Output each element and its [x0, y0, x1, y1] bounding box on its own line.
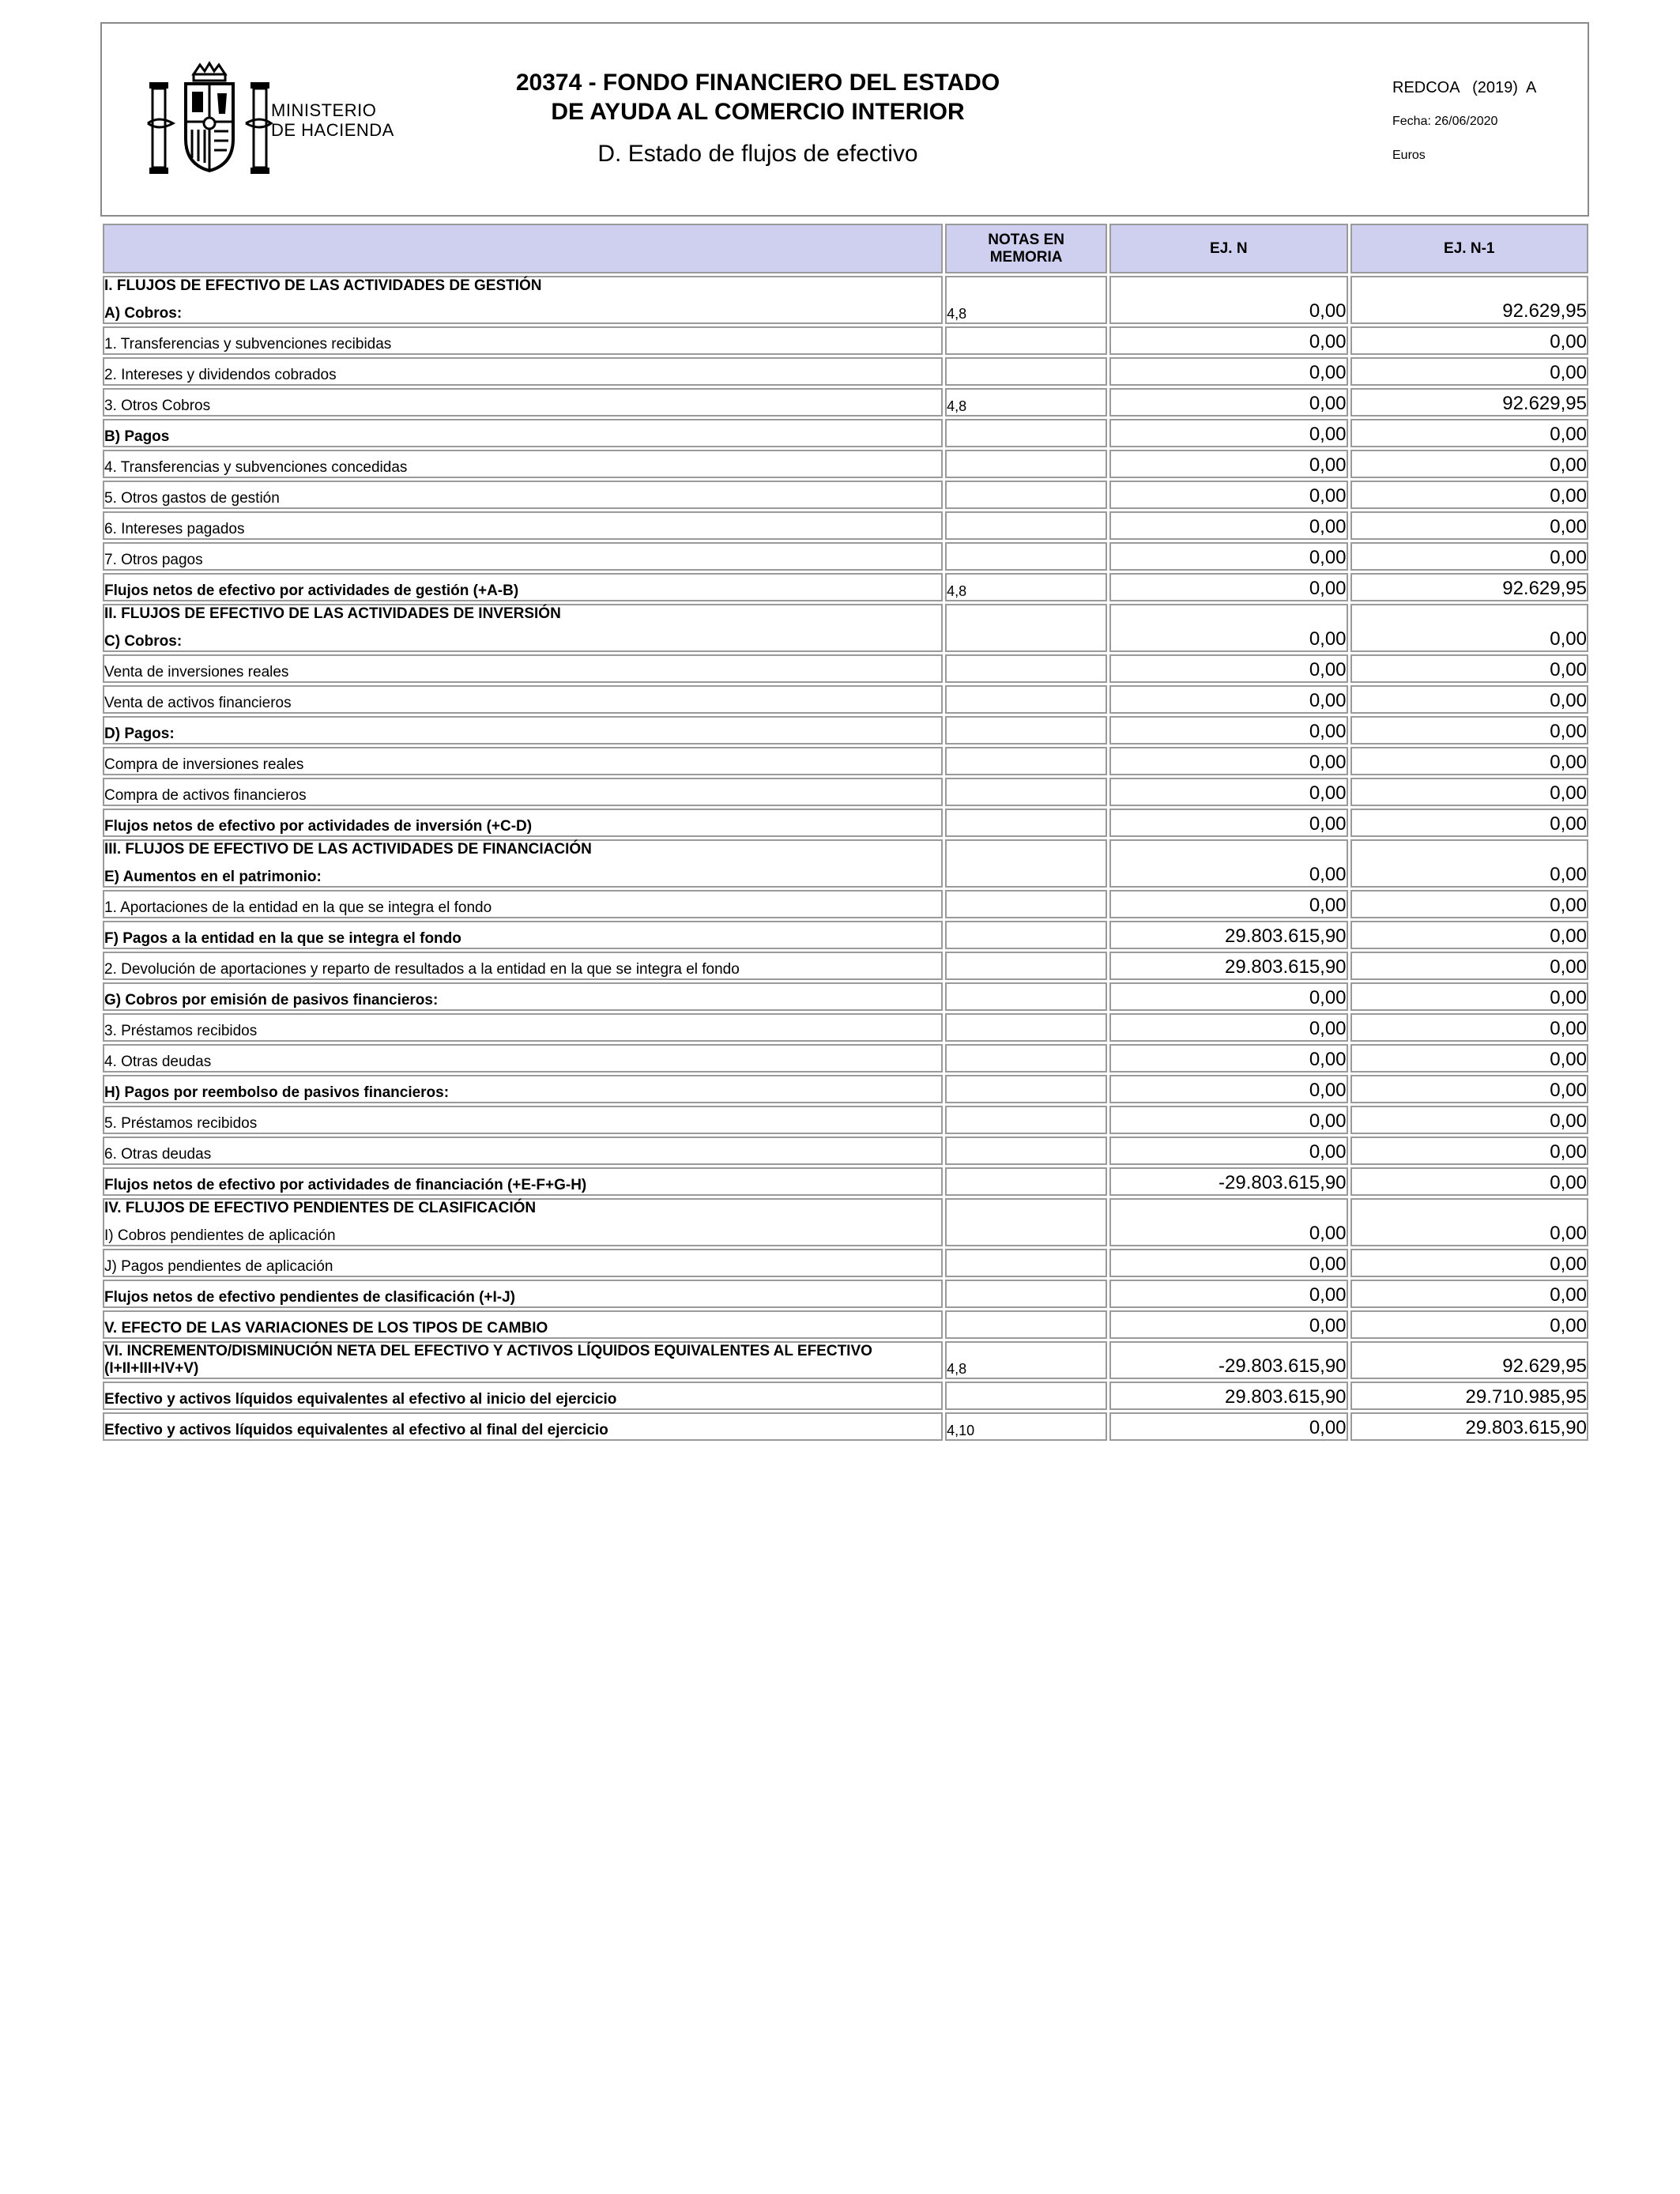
table-row — [103, 839, 1588, 888]
notes-cell — [945, 982, 1107, 1011]
row-label-cell — [103, 326, 943, 355]
row-label: D) Pagos: — [104, 726, 175, 742]
table-row — [103, 747, 1588, 775]
notes-cell — [945, 419, 1107, 447]
value-year-n1: 0,00 — [1350, 747, 1588, 775]
row-label: F) Pagos a la entidad en la que se integra el fondo — [104, 930, 461, 947]
value-year-n1: 92.629,95 — [1350, 388, 1588, 417]
currency-label: Euros — [1392, 149, 1426, 162]
section-heading: III. FLUJOS DE EFECTIVO DE LAS ACTIVIDADES DE FINANCIACIÓN — [104, 841, 592, 858]
table-row — [103, 511, 1588, 540]
row-label-cell — [103, 357, 943, 386]
table-row — [103, 890, 1588, 918]
table-row — [103, 921, 1588, 949]
table-row — [103, 573, 1588, 601]
row-label: 6. Otras deudas — [104, 1146, 212, 1163]
table-row — [103, 952, 1588, 980]
value-year-n: 29.803.615,90 — [1109, 1382, 1347, 1410]
notes-cell — [945, 1198, 1107, 1246]
row-label: VI. INCREMENTO/DISMINUCIÓN NETA DEL EFECTIVO Y ACTIVOS LÍQUIDOS EQUIVALENTES AL EFECTIVO (I+II+III+IV+V) — [104, 1343, 872, 1377]
notes-cell — [945, 685, 1107, 714]
row-label-cell — [103, 685, 943, 714]
notes-cell — [945, 952, 1107, 980]
notes-cell — [945, 1013, 1107, 1042]
section-heading: I. FLUJOS DE EFECTIVO DE LAS ACTIVIDADES DE GESTIÓN — [104, 277, 542, 294]
value-year-n1: 0,00 — [1350, 809, 1588, 837]
row-label: 4. Transferencias y subvenciones concedidas — [104, 459, 408, 476]
value-year-n: 0,00 — [1109, 1412, 1347, 1441]
row-label: Flujos netos de efectivo por actividades de gestión (+A-B) — [104, 582, 519, 599]
row-label: 5. Préstamos recibidos — [104, 1115, 258, 1132]
value-year-n1: 0,00 — [1350, 542, 1588, 571]
row-label: Compra de activos financieros — [104, 787, 307, 804]
value-year-n1: 0,00 — [1350, 326, 1588, 355]
value-year-n: 0,00 — [1109, 654, 1347, 683]
row-label-cell — [103, 839, 943, 888]
notes-cell — [945, 1106, 1107, 1134]
value-year-n1: 0,00 — [1350, 450, 1588, 478]
row-label: Flujos netos de efectivo por actividades de inversión (+C-D) — [104, 818, 533, 835]
table-row — [103, 1249, 1588, 1277]
value-year-n: 29.803.615,90 — [1109, 952, 1347, 980]
notes-cell — [945, 604, 1107, 652]
value-year-n1: 92.629,95 — [1350, 573, 1588, 601]
row-label: G) Cobros por emisión de pasivos financieros: — [104, 992, 439, 1008]
ministry-name — [271, 100, 394, 140]
value-year-n: 0,00 — [1109, 419, 1347, 447]
row-label-cell — [103, 890, 943, 918]
table-row — [103, 778, 1588, 806]
row-label: A) Cobros: — [104, 305, 183, 322]
row-label: 5. Otros gastos de gestión — [104, 490, 280, 507]
row-label-cell — [103, 419, 943, 447]
value-year-n1: 0,00 — [1350, 1137, 1588, 1165]
table-row — [103, 481, 1588, 509]
value-year-n: 0,00 — [1109, 1137, 1347, 1165]
value-year-n: 0,00 — [1109, 1013, 1347, 1042]
value-year-n1: 0,00 — [1350, 1106, 1588, 1134]
value-year-n: 0,00 — [1109, 1310, 1347, 1339]
row-label-cell — [103, 276, 943, 324]
row-label-cell — [103, 1249, 943, 1277]
value-year-n1: 92.629,95 — [1350, 276, 1588, 324]
value-year-n: 0,00 — [1109, 1075, 1347, 1103]
value-year-n: 0,00 — [1109, 388, 1347, 417]
value-year-n1: 0,00 — [1350, 952, 1588, 980]
row-label: I) Cobros pendientes de aplicación — [104, 1227, 336, 1244]
row-label: J) Pagos pendientes de aplicación — [104, 1258, 333, 1275]
value-year-n: 0,00 — [1109, 604, 1347, 652]
value-year-n: 0,00 — [1109, 481, 1347, 509]
row-label-cell — [103, 1167, 943, 1196]
value-year-n1: 0,00 — [1350, 1310, 1588, 1339]
table-body — [103, 276, 1588, 1441]
value-year-n1: 29.710.985,95 — [1350, 1382, 1588, 1410]
value-year-n: 0,00 — [1109, 511, 1347, 540]
row-label-cell — [103, 1013, 943, 1042]
document-header — [100, 22, 1589, 217]
value-year-n1: 0,00 — [1350, 1013, 1588, 1042]
value-year-n: 0,00 — [1109, 982, 1347, 1011]
row-label-cell — [103, 1044, 943, 1072]
value-year-n: 0,00 — [1109, 839, 1347, 888]
table-row — [103, 1412, 1588, 1441]
row-label-cell — [103, 1412, 943, 1441]
row-label: B) Pagos — [104, 428, 170, 445]
table-header-row — [103, 224, 1588, 273]
row-label-cell — [103, 654, 943, 683]
value-year-n: -29.803.615,90 — [1109, 1341, 1347, 1379]
column-header-notes: NOTAS EN MEMORIA — [945, 224, 1107, 273]
row-label-cell — [103, 1310, 943, 1339]
row-label: Venta de activos financieros — [104, 695, 292, 711]
table-row — [103, 982, 1588, 1011]
ministry-line-1: MINISTERIO — [271, 100, 377, 120]
notes-cell — [945, 450, 1107, 478]
row-label-cell — [103, 747, 943, 775]
document-title: 20374 - FONDO FINANCIERO DEL ESTADO DE AYUDA AL COMERCIO INTERIOR — [515, 70, 1000, 125]
row-label: 3. Préstamos recibidos — [104, 1023, 258, 1039]
value-year-n: 0,00 — [1109, 573, 1347, 601]
notes-cell — [945, 481, 1107, 509]
notes-cell — [945, 1280, 1107, 1308]
notes-cell: 4,8 — [945, 573, 1107, 601]
value-year-n: 0,00 — [1109, 542, 1347, 571]
value-year-n1: 0,00 — [1350, 654, 1588, 683]
row-label-cell — [103, 573, 943, 601]
row-label-cell — [103, 809, 943, 837]
value-year-n: 0,00 — [1109, 716, 1347, 745]
row-label-cell — [103, 1137, 943, 1165]
value-year-n1: 0,00 — [1350, 357, 1588, 386]
table-row — [103, 1013, 1588, 1042]
row-label-cell — [103, 450, 943, 478]
notes-cell — [945, 716, 1107, 745]
row-label: 4. Otras deudas — [104, 1054, 212, 1070]
notes-cell — [945, 1249, 1107, 1277]
table-row — [103, 326, 1588, 355]
table-row — [103, 1106, 1588, 1134]
value-year-n: 0,00 — [1109, 778, 1347, 806]
table-row — [103, 1280, 1588, 1308]
row-label-cell — [103, 1106, 943, 1134]
value-year-n1: 0,00 — [1350, 890, 1588, 918]
value-year-n: 0,00 — [1109, 1044, 1347, 1072]
row-label: Efectivo y activos líquidos equivalentes al efectivo al inicio del ejercicio — [104, 1391, 617, 1408]
value-year-n: 0,00 — [1109, 809, 1347, 837]
value-year-n: 0,00 — [1109, 357, 1347, 386]
value-year-n1: 29.803.615,90 — [1350, 1412, 1588, 1441]
value-year-n: -29.803.615,90 — [1109, 1167, 1347, 1196]
value-year-n: 0,00 — [1109, 890, 1347, 918]
table-row — [103, 357, 1588, 386]
notes-cell — [945, 809, 1107, 837]
notes-cell — [945, 1382, 1107, 1410]
column-header-year-n1: EJ. N-1 — [1350, 224, 1588, 273]
row-label: 6. Intereses pagados — [104, 521, 245, 537]
section-heading: IV. FLUJOS DE EFECTIVO PENDIENTES DE CLASIFICACIÓN — [104, 1200, 537, 1216]
table-row — [103, 809, 1588, 837]
row-label-cell — [103, 542, 943, 571]
value-year-n1: 0,00 — [1350, 778, 1588, 806]
notes-cell — [945, 542, 1107, 571]
value-year-n1: 0,00 — [1350, 982, 1588, 1011]
value-year-n1: 0,00 — [1350, 419, 1588, 447]
notes-cell — [945, 747, 1107, 775]
notes-cell — [945, 511, 1107, 540]
row-label: 2. Devolución de aportaciones y reparto de resultados a la entidad en la que se integra el fondo — [104, 961, 740, 978]
row-label-cell — [103, 604, 943, 652]
value-year-n1: 0,00 — [1350, 1249, 1588, 1277]
value-year-n: 29.803.615,90 — [1109, 921, 1347, 949]
notes-cell — [945, 326, 1107, 355]
table-row — [103, 276, 1588, 324]
notes-cell — [945, 1075, 1107, 1103]
row-label-cell — [103, 716, 943, 745]
value-year-n1: 0,00 — [1350, 1075, 1588, 1103]
value-year-n1: 0,00 — [1350, 839, 1588, 888]
table-row — [103, 419, 1588, 447]
notes-cell — [945, 1167, 1107, 1196]
value-year-n1: 0,00 — [1350, 1280, 1588, 1308]
notes-cell: 4,8 — [945, 388, 1107, 417]
row-label: 1. Transferencias y subvenciones recibidas — [104, 336, 392, 352]
notes-cell — [945, 921, 1107, 949]
value-year-n1: 0,00 — [1350, 604, 1588, 652]
table-row — [103, 388, 1588, 417]
value-year-n: 0,00 — [1109, 1198, 1347, 1246]
value-year-n: 0,00 — [1109, 685, 1347, 714]
notes-cell — [945, 1310, 1107, 1339]
table-row — [103, 654, 1588, 683]
row-label: C) Cobros: — [104, 633, 183, 650]
value-year-n: 0,00 — [1109, 276, 1347, 324]
row-label: 3. Otros Cobros — [104, 398, 211, 414]
row-label-cell — [103, 1075, 943, 1103]
row-label-cell — [103, 921, 943, 949]
table-row — [103, 1167, 1588, 1196]
row-label-cell — [103, 952, 943, 980]
value-year-n1: 0,00 — [1350, 1167, 1588, 1196]
value-year-n1: 0,00 — [1350, 685, 1588, 714]
ministry-line-2: DE HACIENDA — [271, 120, 394, 140]
row-label: Flujos netos de efectivo por actividades de financiación (+E-F+G-H) — [104, 1177, 587, 1193]
notes-cell: 4,10 — [945, 1412, 1107, 1441]
row-label-cell — [103, 481, 943, 509]
value-year-n: 0,00 — [1109, 1106, 1347, 1134]
row-label: Compra de inversiones reales — [104, 756, 304, 773]
row-label-cell — [103, 1198, 943, 1246]
value-year-n1: 0,00 — [1350, 511, 1588, 540]
table-row — [103, 1075, 1588, 1103]
row-label-cell — [103, 1382, 943, 1410]
row-label: H) Pagos por reembolso de pasivos financieros: — [104, 1084, 450, 1101]
row-label: V. EFECTO DE LAS VARIACIONES DE LOS TIPOS DE CAMBIO — [104, 1320, 548, 1336]
value-year-n1: 0,00 — [1350, 1198, 1588, 1246]
row-label-cell — [103, 778, 943, 806]
notes-cell: 4,8 — [945, 276, 1107, 324]
table-row — [103, 716, 1588, 745]
row-label: 7. Otros pagos — [104, 552, 203, 568]
table-row — [103, 1341, 1588, 1379]
value-year-n: 0,00 — [1109, 450, 1347, 478]
value-year-n1: 92.629,95 — [1350, 1341, 1588, 1379]
notes-cell — [945, 778, 1107, 806]
cash-flow-table — [100, 221, 1591, 1443]
row-label: E) Aumentos en el patrimonio: — [104, 869, 322, 885]
notes-cell — [945, 1044, 1107, 1072]
table-row — [103, 1198, 1588, 1246]
row-label: 2. Intereses y dividendos cobrados — [104, 367, 337, 383]
table-row — [103, 1310, 1588, 1339]
value-year-n: 0,00 — [1109, 747, 1347, 775]
notes-cell — [945, 654, 1107, 683]
value-year-n1: 0,00 — [1350, 1044, 1588, 1072]
section-heading: II. FLUJOS DE EFECTIVO DE LAS ACTIVIDADES DE INVERSIÓN — [104, 605, 561, 622]
value-year-n1: 0,00 — [1350, 716, 1588, 745]
notes-cell — [945, 1137, 1107, 1165]
value-year-n1: 0,00 — [1350, 481, 1588, 509]
notes-cell — [945, 890, 1107, 918]
value-year-n1: 0,00 — [1350, 921, 1588, 949]
row-label: Flujos netos de efectivo pendientes de clasificación (+I-J) — [104, 1289, 515, 1306]
table-row — [103, 604, 1588, 652]
document-subtitle: D. Estado de flujos de efectivo — [597, 141, 918, 167]
row-label: Venta de inversiones reales — [104, 664, 289, 680]
row-label: Efectivo y activos líquidos equivalentes al efectivo al final del ejercicio — [104, 1422, 608, 1438]
table-row — [103, 450, 1588, 478]
row-label-cell — [103, 1341, 943, 1379]
column-header-year-n: EJ. N — [1109, 224, 1347, 273]
row-label-cell — [103, 388, 943, 417]
table-row — [103, 1044, 1588, 1072]
notes-cell — [945, 839, 1107, 888]
table-row — [103, 685, 1588, 714]
table-row — [103, 1382, 1588, 1410]
report-date: Fecha: 26/06/2020 — [1392, 115, 1498, 128]
table-row — [103, 1137, 1588, 1165]
notes-cell — [945, 357, 1107, 386]
row-label-cell — [103, 1280, 943, 1308]
value-year-n: 0,00 — [1109, 1280, 1347, 1308]
report-code: REDCOA (2019) A — [1392, 79, 1537, 96]
row-label: 1. Aportaciones de la entidad en la que se integra el fondo — [104, 899, 492, 916]
value-year-n: 0,00 — [1109, 1249, 1347, 1277]
table-row — [103, 542, 1588, 571]
row-label-cell — [103, 511, 943, 540]
notes-cell: 4,8 — [945, 1341, 1107, 1379]
row-label-cell — [103, 982, 943, 1011]
column-header-concept — [103, 224, 943, 273]
value-year-n: 0,00 — [1109, 326, 1347, 355]
